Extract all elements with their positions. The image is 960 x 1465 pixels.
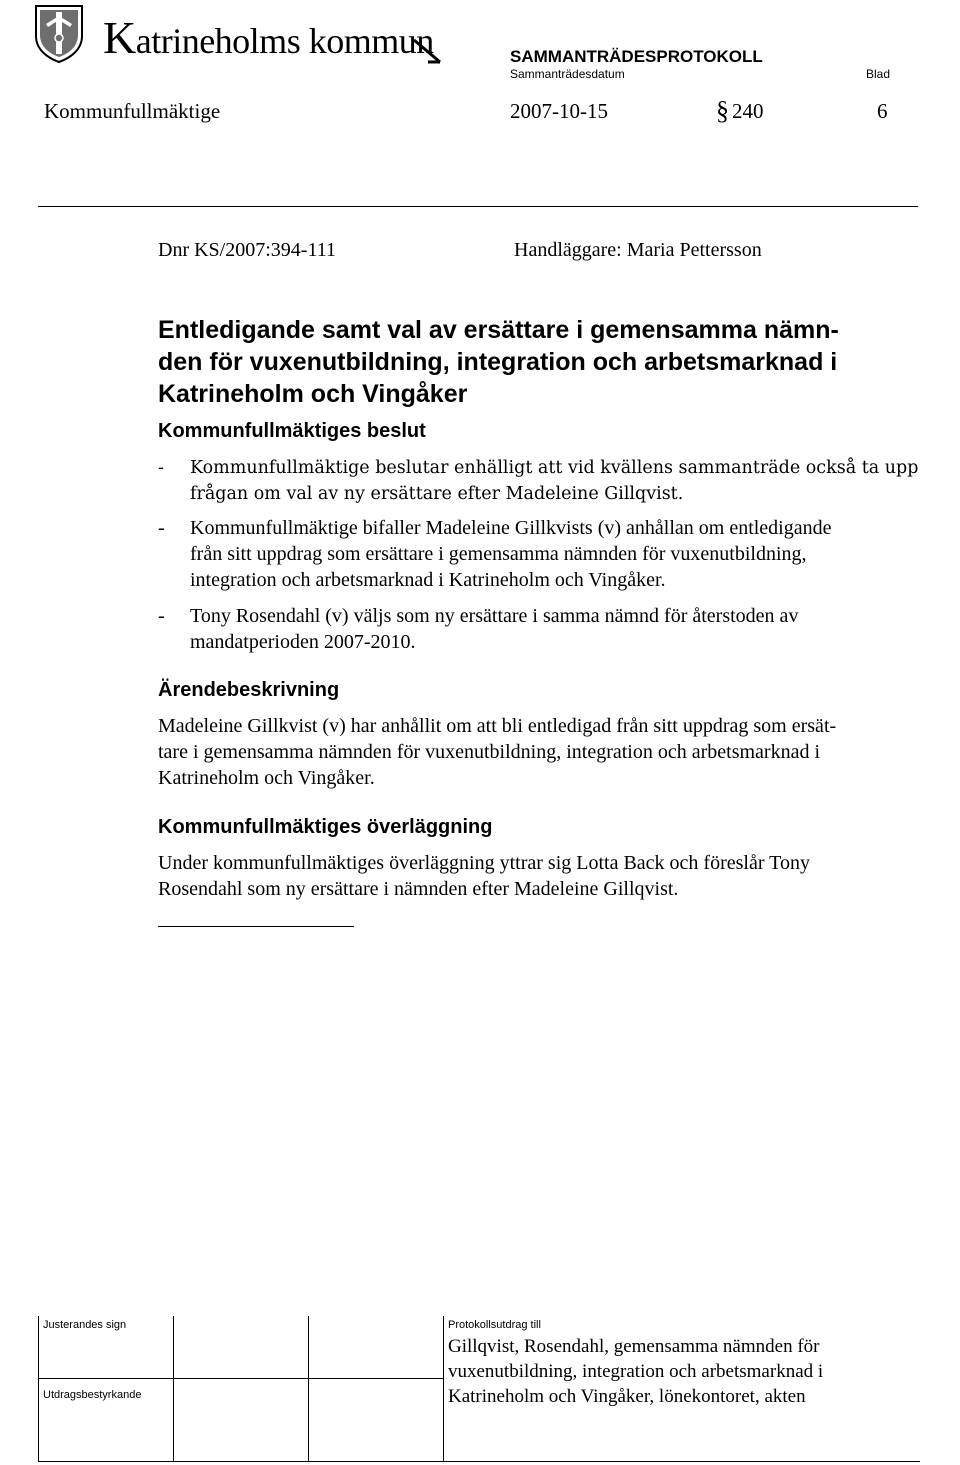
case-number: Dnr KS/2007:394-111	[158, 239, 336, 261]
main-title-line: Katrineholm och Vingåker	[158, 380, 468, 408]
swoosh-icon	[412, 38, 442, 64]
organization-name-rest: atrineholms kommun	[135, 21, 434, 61]
description-line: Katrineholm och Vingåker.	[158, 767, 375, 789]
signature-cell	[308, 1316, 444, 1462]
main-title	[158, 314, 918, 410]
decision-bullet	[158, 515, 898, 593]
extract-recipients-line: Gillqvist, Rosendahl, gemensamma nämnden för	[448, 1336, 820, 1357]
bullet-line: Kommunfullmäktige beslutar enhälligt att vid kvällens sammanträde också ta upp	[190, 458, 919, 478]
decision-bullet	[158, 603, 898, 655]
document-type: SAMMANTRÄDESPROTOKOLL	[510, 47, 763, 66]
decision-heading: Kommunfullmäktiges beslut	[158, 420, 426, 442]
organization-initial: K	[103, 12, 136, 63]
meeting-date: 2007-10-15	[510, 99, 608, 123]
description-line: tare i gemensamma nämnden för vuxenutbildning, integration och arbetsmarknad i	[158, 741, 821, 763]
bullet-line: integration och arbetsmarknad i Katrineholm och Vingåker.	[190, 569, 666, 591]
bullet-line: Tony Rosendahl (v) väljs som ny ersättare i samma nämnd för återstoden av	[190, 605, 799, 627]
bullet-dash: -	[158, 605, 165, 627]
section-mark: §	[716, 96, 729, 125]
signature-box-bottom	[38, 1461, 920, 1462]
main-title-line: den för vuxenutbildning, integration och arbetsmarknad i	[158, 348, 838, 376]
main-title-line: Entledigande samt val av ersättare i gemensamma nämn-	[158, 316, 839, 344]
deliberation-line: Rosendahl som ny ersättare i nämnden efter Madeleine Gillqvist.	[158, 878, 679, 900]
decision-bullet	[158, 455, 919, 507]
extract-recipients-line: Katrineholm och Vingåker, lönekontoret, akten	[448, 1386, 806, 1407]
deliberation-heading: Kommunfullmäktiges överläggning	[158, 816, 493, 838]
body-name: Kommunfullmäktige	[44, 99, 221, 123]
paragraph-number: 240	[732, 99, 764, 123]
bullet-dash: -	[158, 458, 164, 478]
signature-box	[38, 1316, 920, 1462]
organization-name	[103, 12, 434, 63]
signature-cell	[173, 1316, 309, 1462]
description-text	[158, 713, 918, 791]
description-heading: Ärendebeskrivning	[158, 679, 340, 701]
extract-recipients	[448, 1334, 823, 1409]
extract-label: Protokollsutdrag till	[448, 1319, 541, 1331]
bullet-dash: -	[158, 517, 165, 539]
end-divider	[158, 926, 354, 927]
bullet-line: frågan om val av ny ersättare efter Madeleine Gillqvist.	[190, 484, 684, 504]
deliberation-line: Under kommunfullmäktiges överläggning yttrar sig Lotta Back och föreslår Tony	[158, 852, 810, 874]
bullet-line: mandatperioden 2007-2010.	[190, 631, 416, 653]
description-line: Madeleine Gillkvist (v) har anhållit om att bli entledigad från sitt uppdrag som ersät-	[158, 715, 837, 737]
signature-cell	[38, 1316, 174, 1462]
extract-recipients-line: vuxenutbildning, integration och arbetsmarknad i	[448, 1361, 824, 1382]
meeting-date-label: Sammanträdesdatum	[510, 67, 625, 81]
deliberation-text	[158, 850, 918, 902]
sheet-label: Blad	[866, 67, 891, 81]
extract-cell	[443, 1316, 921, 1462]
bullet-line: Kommunfullmäktige bifaller Madeleine Gillkvists (v) anhållan om entledigande	[190, 517, 832, 539]
case-officer: Handläggare: Maria Pettersson	[514, 239, 762, 261]
certifier-label: Utdragsbestyrkande	[43, 1389, 142, 1401]
bullet-line: från sitt uppdrag som ersättare i gemensamma nämnden för vuxenutbildning,	[190, 543, 807, 565]
coat-of-arms-icon	[32, 2, 86, 64]
header-divider	[38, 206, 918, 207]
sheet-number: 6	[877, 99, 888, 123]
adjuster-signature-label: Justerandes sign	[43, 1319, 127, 1331]
signature-divider	[38, 1378, 443, 1379]
